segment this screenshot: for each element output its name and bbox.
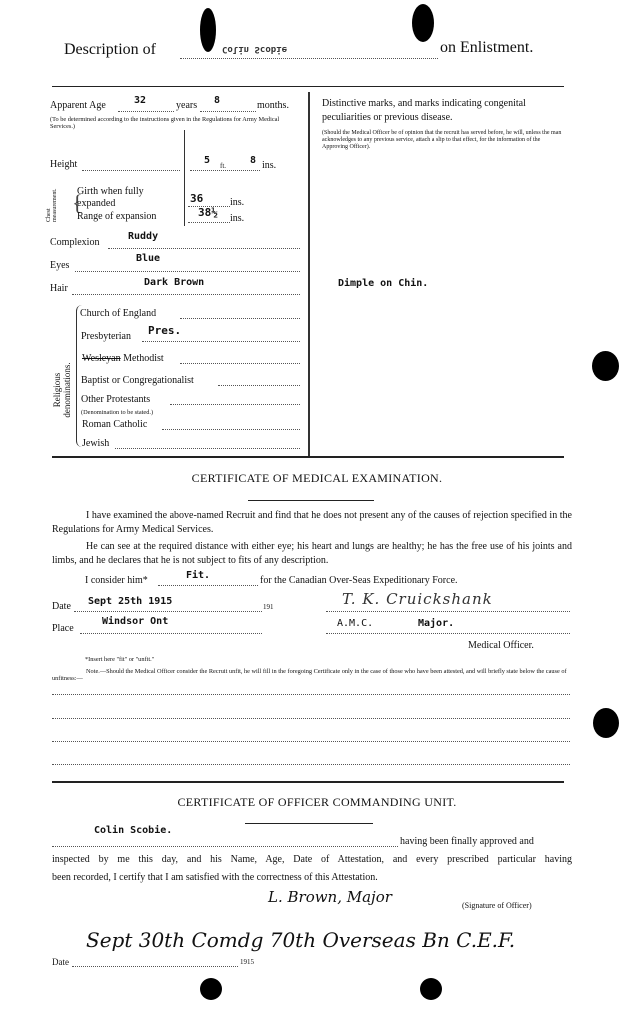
medical-officer-label: Medical Officer.	[468, 640, 534, 651]
divider	[52, 781, 564, 783]
inner-divider	[184, 130, 185, 226]
age-months: 8	[214, 95, 221, 106]
commanding-date-handwritten: Sept 30th Comdg 70th Overseas Bn C.E.F.	[86, 928, 516, 952]
hair-line	[72, 294, 300, 295]
unfitness-line[interactable]	[52, 764, 570, 765]
girth-value: 36	[190, 192, 204, 205]
years-label: years	[176, 100, 198, 111]
medical-certificate-title: CERTIFICATE OF MEDICAL EXAMINATION.	[191, 471, 443, 485]
signature-label: (Signature of Officer)	[462, 901, 532, 910]
punch-hole	[200, 978, 222, 1000]
title-rule	[248, 500, 374, 501]
eyes-line	[75, 271, 300, 272]
ink-blot	[200, 8, 216, 52]
religion-line	[170, 404, 300, 405]
marks-value: Dimple on Chin.	[338, 278, 429, 289]
commanding-year-label: 1915	[240, 958, 254, 966]
ins-label: ins.	[262, 160, 277, 171]
recruit-name: Colin Scobie	[222, 44, 288, 54]
unfitness-line[interactable]	[52, 741, 570, 742]
marks-note: (Should the Medical Officer be of opinion that the recruit has served before, he will, unless the man acknowledges to any previous service, attach a slip to that effect, for the information of the Approving Officer).	[322, 130, 562, 150]
religion-line	[180, 318, 300, 319]
medical-date-label: Date	[52, 601, 71, 612]
commanding-para-line-3: been recorded, I certify that I am satisfied with the correctness of this Attestation.	[52, 872, 378, 883]
hair-value: Dark Brown	[144, 277, 205, 288]
consider-line	[158, 585, 258, 586]
girth-label: Girth when fully expanded	[77, 186, 144, 209]
religion-line	[180, 363, 300, 364]
age-months-line	[200, 111, 256, 112]
brace: {	[72, 190, 83, 215]
height-label: Height	[50, 159, 78, 170]
unfitness-line[interactable]	[52, 694, 570, 695]
age-years-line	[118, 111, 174, 112]
commanding-date-label: Date	[52, 957, 69, 967]
medical-para-1: I have examined the above-named Recruit and find that he does not present any of the causes of rejection specified in the Regulations for Army Medical Services.	[52, 510, 572, 535]
complexion-line	[108, 248, 300, 249]
height-feet: 5	[204, 155, 211, 166]
punch-hole	[593, 708, 619, 738]
unfit-note: Note.—Should the Medical Officer consider the Recruit unfit, he will fill in the foregoing Certificate only in the case of those who have been attested, and will briefly state below the cause of unfitness:—	[52, 668, 567, 683]
religion-line	[218, 385, 300, 386]
unfitness-line[interactable]	[52, 718, 570, 719]
insert-note: *Insert here "fit" or "unfit."	[85, 656, 155, 663]
punch-hole	[420, 978, 442, 1000]
punch-hole	[592, 351, 619, 381]
eyes-value: Blue	[136, 253, 161, 264]
commanding-officer-signature: L. Brown, Major	[268, 888, 392, 906]
height-line	[82, 170, 180, 171]
range-line	[188, 222, 230, 223]
commanding-para-line-1: having been finally approved and	[400, 836, 534, 847]
place-line	[80, 633, 262, 634]
religion-church-of-england: Church of England	[80, 308, 157, 319]
religion-side-label: Religious denominations.	[52, 362, 72, 418]
title-rule	[245, 823, 373, 824]
medical-officer-signature: T. K. Cruickshank	[342, 590, 493, 608]
signature-line	[326, 611, 570, 612]
medical-para-2: He can see at the required distance with either eye; his heart and lungs are healthy; he has the free use of his joints and limbs, and he declares that he is not subject to fits of any description.	[52, 541, 572, 566]
divider	[52, 86, 564, 87]
rank: Major.	[418, 618, 455, 629]
eyes-label: Eyes	[50, 260, 70, 271]
force-label: for the Canadian Over-Seas Expeditionary Force.	[260, 575, 458, 586]
age-note: (To be determined according to the instructions given in the Regulations for Army Medical Services.)	[50, 116, 280, 131]
religion-baptist: Baptist or Congregationalist	[81, 375, 194, 386]
religion-line	[115, 448, 300, 449]
place-value: Windsor Ont	[102, 616, 169, 627]
methodist-label: Methodist	[123, 353, 164, 364]
range-value: 38½	[198, 206, 218, 219]
commanding-name-line	[52, 846, 398, 847]
religion-other-note: (Denomination to be stated.)	[81, 409, 154, 416]
commanding-date-line	[72, 966, 238, 967]
height-value-line	[190, 170, 260, 171]
consider-label: I consider him*	[85, 575, 148, 586]
marks-label: Distinctive marks, and marks indicating congenital peculiarities or previous disease.	[322, 98, 526, 123]
commanding-certificate-title: CERTIFICATE OF OFFICER COMMANDING UNIT.	[177, 795, 457, 809]
ft-label: ft.	[220, 162, 227, 170]
range-ins: ins.	[230, 213, 245, 224]
title-right: on Enlistment.	[440, 39, 534, 56]
year-label: 191	[263, 603, 274, 611]
religion-other-protestants: Other Protestants	[81, 394, 151, 405]
religion-methodist	[82, 354, 164, 364]
religion-line	[142, 341, 300, 342]
age-years: 32	[134, 95, 147, 106]
range-label: Range of expansion	[77, 211, 157, 222]
medical-date-line	[74, 611, 262, 612]
title-left: Description of	[64, 41, 156, 58]
religion-line	[162, 429, 300, 430]
height-inches: 8	[250, 155, 257, 166]
commanding-para-line-2: inspected by me this day, and his Name, Age, Date of Attestation, and every prescribed particular having	[52, 854, 572, 865]
complexion-value: Ruddy	[128, 231, 159, 242]
struck-wesleyan: Wesleyan	[82, 353, 121, 364]
ink-blot	[412, 4, 434, 42]
medical-date-value: Sept 25th 1915	[88, 596, 173, 607]
chest-side-label: Chest measurement.	[46, 188, 58, 222]
divider	[52, 456, 564, 458]
religion-value: Pres.	[148, 324, 182, 337]
months-label: months.	[257, 100, 289, 111]
place-label: Place	[52, 623, 74, 634]
name-line	[180, 58, 438, 59]
religion-roman-catholic: Roman Catholic	[82, 419, 148, 430]
commanding-name-value: Colin Scobie.	[94, 825, 173, 836]
religion-presbyterian: Presbyterian	[81, 331, 131, 342]
corps-line	[326, 633, 570, 634]
hair-label: Hair	[50, 283, 68, 294]
age-label: Apparent Age	[50, 100, 106, 111]
girth-ins: ins.	[230, 197, 245, 208]
column-divider	[308, 92, 310, 456]
complexion-label: Complexion	[50, 237, 100, 248]
consider-value: Fit.	[186, 570, 211, 581]
corps: A.M.C.	[337, 618, 374, 629]
religion-jewish: Jewish	[82, 438, 110, 449]
